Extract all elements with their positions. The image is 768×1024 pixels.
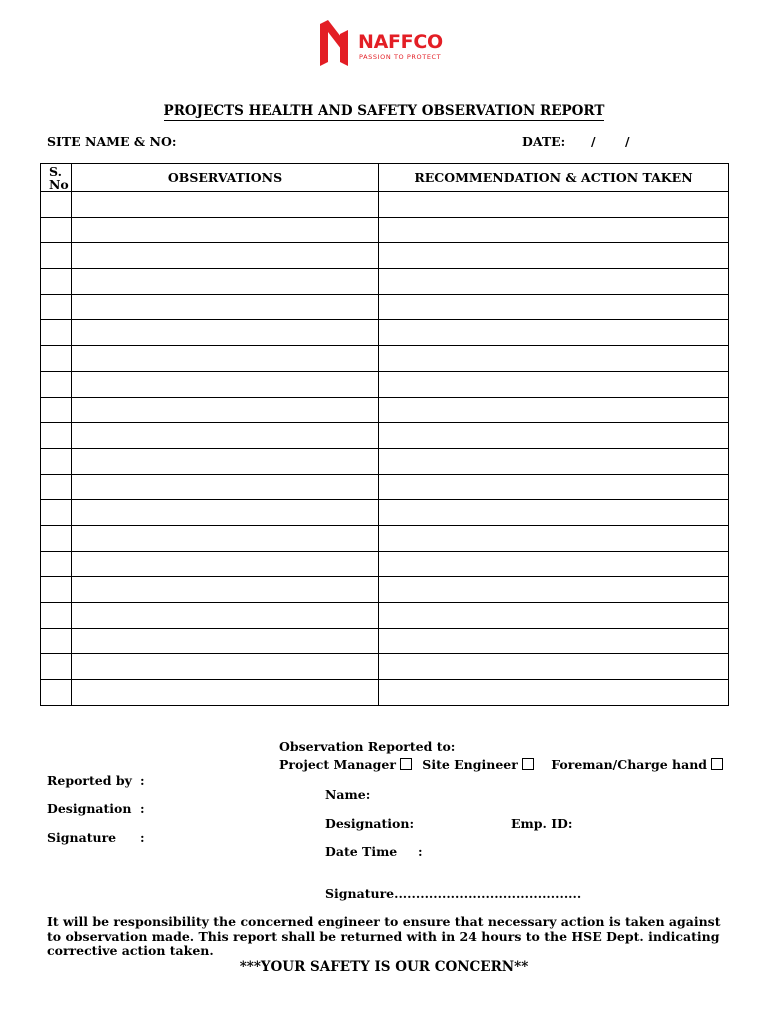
sno-cell[interactable] <box>41 603 72 629</box>
observation-cell[interactable] <box>72 217 379 243</box>
table-row <box>41 243 729 269</box>
brand-tagline: PASSION TO PROTECT <box>359 53 442 61</box>
signature-label: Signature <box>47 830 117 845</box>
option-site-engineer[interactable]: Site Engineer <box>422 757 534 772</box>
reported-to-options <box>279 757 723 772</box>
table-row <box>41 551 729 577</box>
observation-cell[interactable] <box>72 525 379 551</box>
sno-cell[interactable] <box>41 680 72 706</box>
table-row <box>41 423 729 449</box>
project-manager-checkbox[interactable] <box>400 758 412 770</box>
recommendation-cell[interactable] <box>379 217 729 243</box>
table-row <box>41 577 729 603</box>
table-row <box>41 525 729 551</box>
observation-cell[interactable] <box>72 320 379 346</box>
signature-colon: : <box>140 830 145 845</box>
recommendation-cell[interactable] <box>379 192 729 218</box>
observation-cell[interactable] <box>72 500 379 526</box>
sno-cell[interactable] <box>41 500 72 526</box>
date-time-colon: : <box>418 844 423 859</box>
observation-cell[interactable] <box>72 397 379 423</box>
responsibility-note: It will be responsibility the concerned engineer to ensure that necessary action is taken against to observation made. This report shall be returned with in 24 hours to the HSE Dept. indicating corrective action taken. <box>47 914 721 958</box>
sno-cell[interactable] <box>41 474 72 500</box>
table-row <box>41 192 729 218</box>
observation-cell[interactable] <box>72 628 379 654</box>
site-name-label: SITE NAME & NO: <box>47 134 177 149</box>
table-row <box>41 500 729 526</box>
reported-by-colon: : <box>140 773 145 788</box>
observation-cell[interactable] <box>72 577 379 603</box>
observations-header: OBSERVATIONS <box>72 164 379 192</box>
recommendation-cell[interactable] <box>379 243 729 269</box>
sno-cell[interactable] <box>41 628 72 654</box>
safety-slogan: ***YOUR SAFETY IS OUR CONCERN** <box>239 959 529 975</box>
sno-cell[interactable] <box>41 448 72 474</box>
recommendation-cell[interactable] <box>379 448 729 474</box>
sno-cell[interactable] <box>41 371 72 397</box>
sno-cell[interactable] <box>41 577 72 603</box>
table-row <box>41 294 729 320</box>
designation-colon: : <box>140 801 145 816</box>
observation-cell[interactable] <box>72 294 379 320</box>
recommendation-cell[interactable] <box>379 423 729 449</box>
table-header-row <box>41 164 729 192</box>
recommendation-cell[interactable] <box>379 346 729 372</box>
date-separator-1: / <box>591 134 596 149</box>
observation-table <box>40 163 729 706</box>
designation-label: Designation <box>47 801 132 816</box>
table-row <box>41 371 729 397</box>
sno-cell[interactable] <box>41 217 72 243</box>
recipient-name-label: Name: <box>325 787 371 802</box>
recommendation-cell[interactable] <box>379 680 729 706</box>
reported-by-label: Reported by <box>47 773 132 788</box>
sno-cell[interactable] <box>41 423 72 449</box>
sno-cell[interactable] <box>41 269 72 295</box>
sno-cell[interactable] <box>41 525 72 551</box>
recommendation-cell[interactable] <box>379 628 729 654</box>
table-row <box>41 680 729 706</box>
sno-cell[interactable] <box>41 551 72 577</box>
observation-cell[interactable] <box>72 654 379 680</box>
emp-id-label: Emp. ID: <box>511 816 573 831</box>
recommendation-cell[interactable] <box>379 320 729 346</box>
sno-cell[interactable] <box>41 654 72 680</box>
observation-cell[interactable] <box>72 423 379 449</box>
table-row <box>41 654 729 680</box>
sno-cell[interactable] <box>41 346 72 372</box>
sno-cell[interactable] <box>41 320 72 346</box>
option-foreman[interactable]: Foreman/Charge hand <box>551 757 723 772</box>
observation-cell[interactable] <box>72 192 379 218</box>
site-engineer-checkbox[interactable] <box>522 758 534 770</box>
recommendation-header: RECOMMENDATION & ACTION TAKEN <box>379 164 729 192</box>
observation-cell[interactable] <box>72 680 379 706</box>
observation-cell[interactable] <box>72 448 379 474</box>
table-row <box>41 448 729 474</box>
naffco-n-icon <box>318 18 354 68</box>
date-time-label: Date Time <box>325 844 398 859</box>
observation-cell[interactable] <box>72 603 379 629</box>
recommendation-cell[interactable] <box>379 500 729 526</box>
naffco-logo <box>318 18 458 70</box>
sno-cell[interactable] <box>41 397 72 423</box>
table-row <box>41 474 729 500</box>
recommendation-cell[interactable] <box>379 474 729 500</box>
sno-cell[interactable] <box>41 192 72 218</box>
recommendation-cell[interactable] <box>379 603 729 629</box>
foreman-checkbox[interactable] <box>711 758 723 770</box>
observation-cell[interactable] <box>72 243 379 269</box>
recommendation-cell[interactable] <box>379 654 729 680</box>
observation-cell[interactable] <box>72 346 379 372</box>
recommendation-cell[interactable] <box>379 525 729 551</box>
recommendation-cell[interactable] <box>379 371 729 397</box>
table-row <box>41 603 729 629</box>
sno-cell[interactable] <box>41 243 72 269</box>
table-row <box>41 628 729 654</box>
date-label: DATE: <box>522 134 566 149</box>
recipient-designation-label: Designation: <box>325 816 415 831</box>
option-project-manager[interactable]: Project Manager <box>279 757 412 772</box>
observation-cell[interactable] <box>72 269 379 295</box>
recommendation-cell[interactable] <box>379 269 729 295</box>
observation-cell[interactable] <box>72 474 379 500</box>
observation-cell[interactable] <box>72 551 379 577</box>
reported-to-label: Observation Reported to: <box>279 739 456 754</box>
recommendation-cell[interactable] <box>379 294 729 320</box>
sno-cell[interactable] <box>41 294 72 320</box>
date-separator-2: / <box>625 134 630 149</box>
recipient-signature: Signature........................................... <box>325 886 582 901</box>
table-row <box>41 346 729 372</box>
report-title: PROJECTS HEALTH AND SAFETY OBSERVATION REPORT <box>163 103 605 119</box>
brand-name: NAFFCO <box>358 31 443 53</box>
table-row <box>41 217 729 243</box>
table-row <box>41 397 729 423</box>
table-row <box>41 320 729 346</box>
recommendation-cell[interactable] <box>379 551 729 577</box>
recommendation-cell[interactable] <box>379 577 729 603</box>
sno-header: S. No <box>41 164 72 192</box>
table-row <box>41 269 729 295</box>
recommendation-cell[interactable] <box>379 397 729 423</box>
observation-cell[interactable] <box>72 371 379 397</box>
